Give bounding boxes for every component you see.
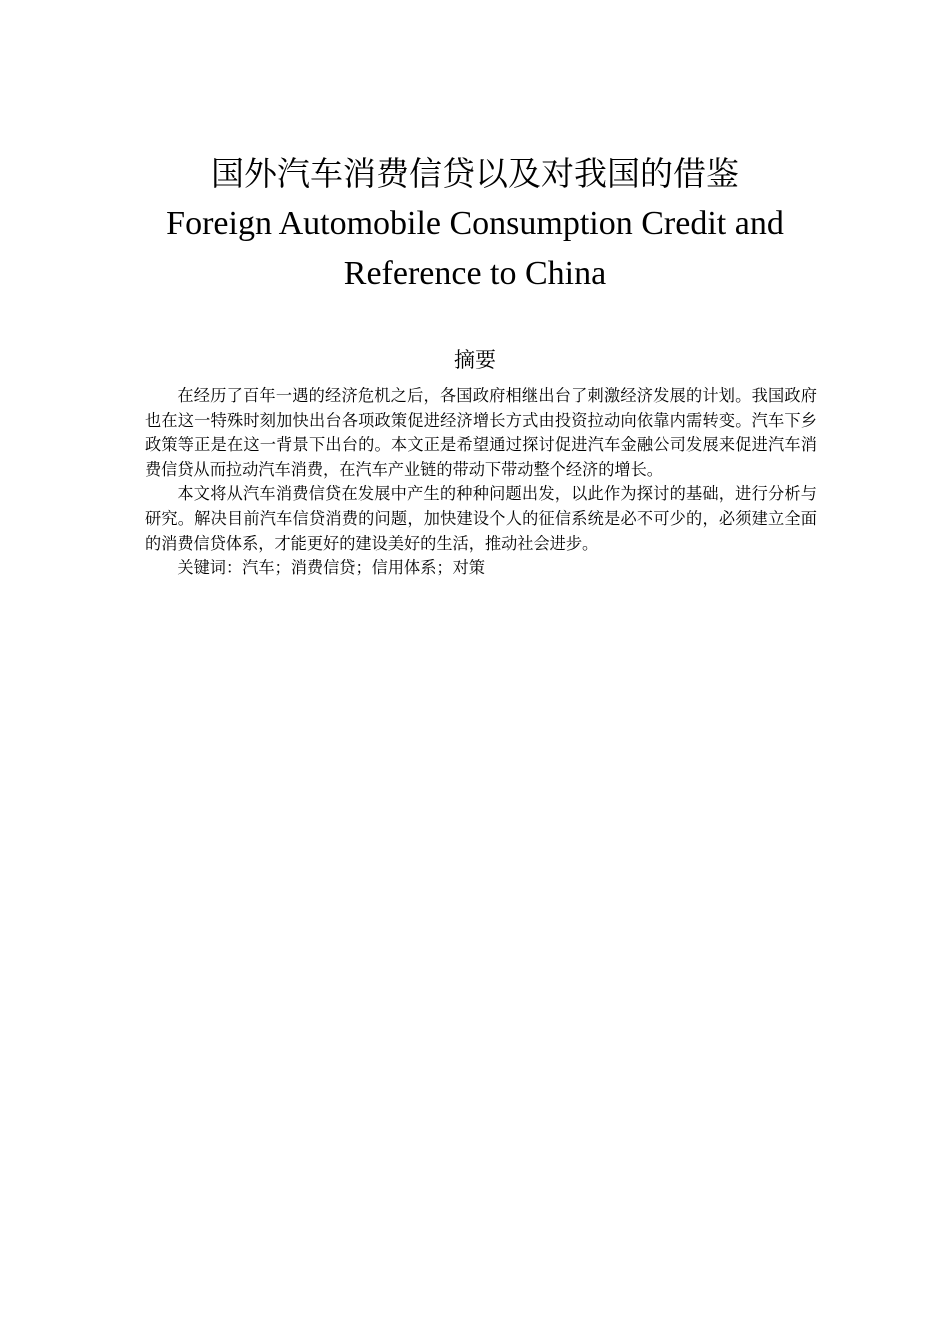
chinese-title: 国外汽车消费信贷以及对我国的借鉴 bbox=[211, 154, 739, 193]
english-title: Foreign Automobile Consumption Credit and Reference to China bbox=[166, 205, 784, 292]
abstract-paragraph-2: 本文将从汽车消费信贷在发展中产生的种种问题出发，以此作为探讨的基础，进行分析与研究。解决目前汽车信贷消费的问题，加快建设个人的征信系统是必不可少的，必须建立全面的消费信贷体系，才能更好的建设美好的生活，推动社会进步。 bbox=[145, 484, 817, 553]
abstract-paragraph-1: 在经历了百年一遇的经济危机之后，各国政府相继出台了刺激经济发展的计划。我国政府也在这一特殊时刻加快出台各项政策促进经济增长方式由投资拉动向依靠内需转变。汽车下乡政策等正是在这一背景下出台的。本文正是希望通过探讨促进汽车金融公司发展来促进汽车消费信贷从而拉动汽车消费，在汽车产业链的带动下带动整个经济的增长。 bbox=[145, 386, 817, 479]
abstract-heading: 摘要 bbox=[454, 348, 496, 372]
keywords-line: 关键词：汽车；消费信贷；信用体系；对策 bbox=[177, 558, 485, 578]
abstract-body bbox=[145, 384, 817, 581]
